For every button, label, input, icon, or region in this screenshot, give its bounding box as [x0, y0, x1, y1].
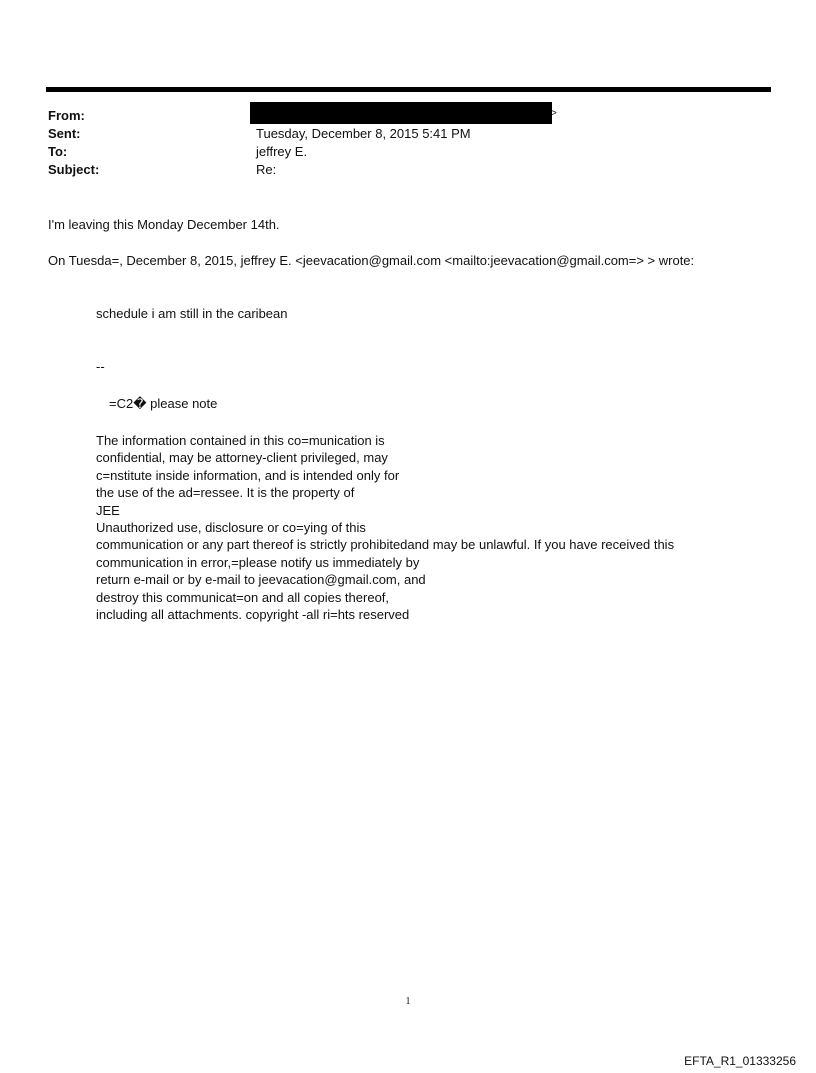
- document-id: EFTA_R1_01333256: [684, 1054, 796, 1068]
- disclaimer-line: Unauthorized use, disclosure or co=ying of this: [96, 520, 366, 536]
- disclaimer-line: communication in error,=please notify us immediately by: [96, 554, 420, 570]
- sent-label: Sent:: [48, 126, 81, 141]
- quoted-message: schedule i am still in the caribean: [96, 306, 288, 321]
- signature-separator: --: [96, 359, 105, 374]
- disclaimer-line: communication or any part thereof is strictly prohibitedand may be unlawful. If you have received this: [96, 537, 675, 553]
- page-number: 1: [405, 996, 411, 1007]
- quote-intro: On Tuesda=, December 8, 2015, jeffrey E. <jeevacation@gmail.com <mailto:jeevacation@gmail.com=> > wrote:: [48, 253, 695, 268]
- header-rule: [46, 87, 771, 92]
- to-value: jeffrey E.: [256, 144, 308, 159]
- disclaimer-line: JEE: [96, 502, 120, 518]
- disclaimer-line: return e-mail or by e-mail to jeevacation@gmail.com, and: [96, 572, 426, 588]
- disclaimer-line: the use of the ad=ressee. It is the property of: [96, 485, 355, 501]
- disclaimer-line: including all attachments. copyright -all ri=hts reserved: [96, 607, 410, 623]
- from-value-tail: >: [551, 108, 557, 119]
- disclaimer-line: c=nstitute inside information, and is intended only for: [96, 467, 400, 483]
- to-label: To:: [48, 144, 68, 159]
- redaction-box: [250, 102, 552, 124]
- disclaimer-line: The information contained in this co=munication is: [96, 433, 385, 448]
- message-line: I'm leaving this Monday December 14th.: [48, 217, 280, 232]
- subject-label: Subject:: [48, 162, 100, 177]
- from-label: From:: [48, 108, 85, 123]
- subject-value: Re:: [256, 162, 277, 177]
- sent-value: Tuesday, December 8, 2015 5:41 PM: [256, 126, 471, 141]
- disclaimer-line: confidential, may be attorney-client privileged, may: [96, 450, 388, 466]
- disclaimer-block: [96, 432, 674, 623]
- please-note: =C2� please note: [109, 396, 218, 411]
- disclaimer-line: destroy this communicat=on and all copies thereof,: [96, 589, 390, 605]
